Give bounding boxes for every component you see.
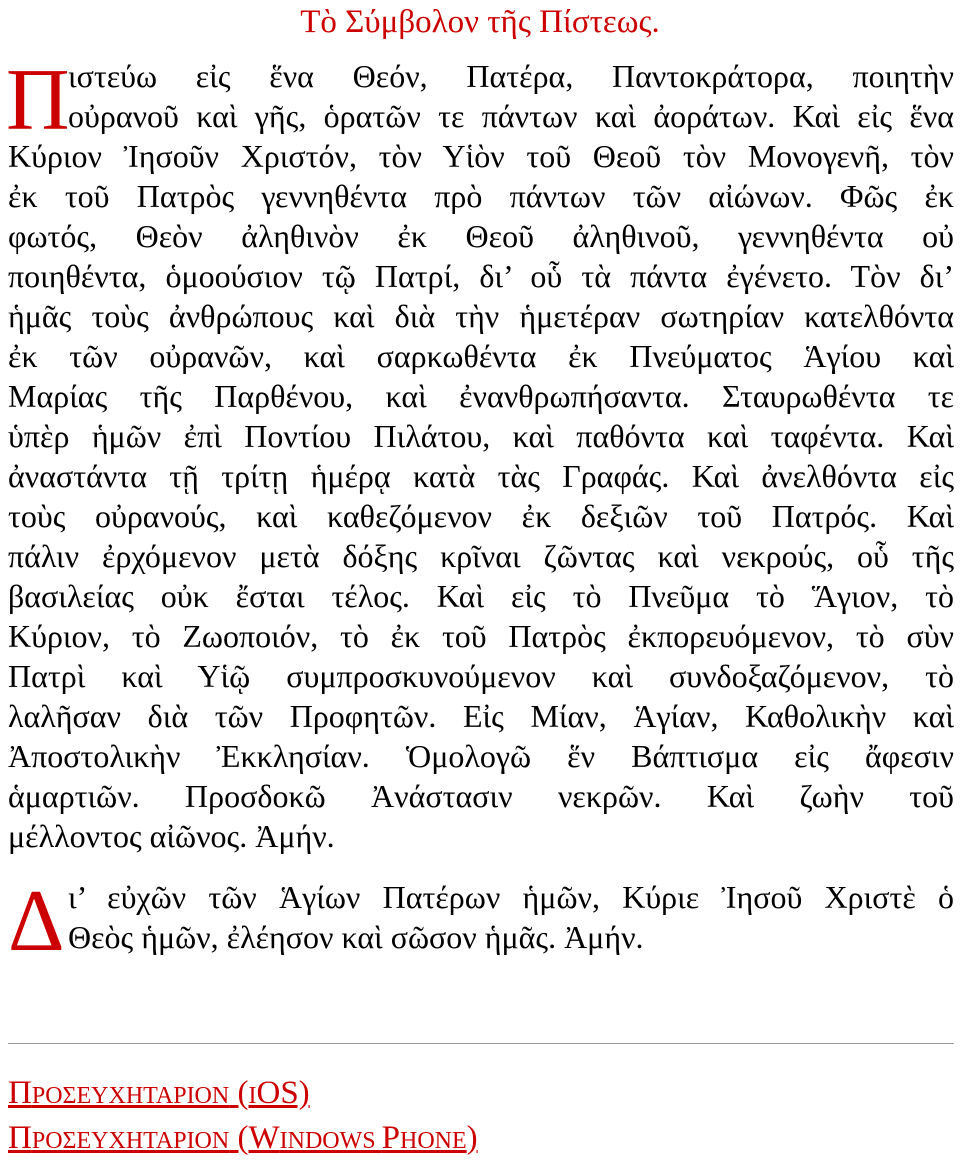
- link-text: I: [248, 1083, 257, 1109]
- link-text: ΡΟΣΕΥΧΗΤΑΡΙΟΝ: [31, 1128, 230, 1154]
- creed-line: Πατρὶ καὶ Υἱῷ συμπροσκυνούμενον καὶ συνδοξαζόμενον, τὸ: [8, 658, 954, 694]
- creed-line: Μαρίας τῆς Παρθένου, καὶ ἐνανθρωπήσαντα. Σταυρωθέντα τε: [8, 378, 954, 414]
- prayer-paragraph: [8, 877, 954, 957]
- creed-line: ἐκ τῶν οὐρανῶν, καὶ σαρκωθέντα ἐκ Πνεύματος Ἁγίου καὶ: [8, 338, 954, 374]
- creed-line: ἁμαρτιῶν. Προσδοκῶ Ἀνάστασιν νεκρῶν. Καὶ ζωὴν τοῦ: [8, 778, 954, 814]
- creed-line: βασιλείας οὐκ ἔσται τέλος. Καὶ εἰς τὸ Πνεῦμα τὸ Ἅγιον, τὸ: [8, 578, 954, 614]
- creed-drop-cap: Π: [6, 52, 70, 149]
- creed-line: ιστεύω εἰς ἕνα Θεόν, Πατέρα, Παντοκράτορα, ποιητὴν: [68, 58, 954, 94]
- link-text: W: [248, 1120, 280, 1156]
- link-text: OS): [256, 1075, 310, 1111]
- creed-line: ἡμᾶς τοὺς ἀνθρώπους καὶ διὰ τὴν ἡμετέραν σωτηρίαν κατελθόντα: [8, 298, 954, 334]
- creed-line: Κύριον, τὸ Ζωοποιόν, τὸ ἐκ τοῦ Πατρὸς ἐκπορευόμενον, τὸ σὺν: [8, 618, 954, 654]
- prayer-drop-cap: Δ: [8, 873, 65, 970]
- creed-line: Ἀποστολικὴν Ἐκκλησίαν. Ὁμολογῶ ἕν Βάπτισμα εἰς ἄφεσιν: [8, 738, 954, 774]
- creed-paragraph: [6, 52, 954, 856]
- page-title: Τὸ Σύμβολον τῆς Πίστεως.: [300, 4, 660, 40]
- creed-line: ὑπὲρ ἡμῶν ἐπὶ Ποντίου Πιλάτου, καὶ παθόντα καὶ ταφέντα. Καὶ: [8, 418, 954, 454]
- creed-line: οὐρανοῦ καὶ γῆς, ὁρατῶν τε πάντων καὶ ἀοράτων. Καὶ εἰς ἕνα: [68, 98, 954, 134]
- creed-line: μέλλοντος αἰῶνος. Ἀμήν.: [8, 818, 335, 854]
- prayer-line: ι’ εὐχῶν τῶν Ἁγίων Πατέρων ἡμῶν, Κύριε Ἰησοῦ Χριστὲ ὁ: [68, 879, 954, 915]
- creed-line: Κύριον Ἰησοῦν Χριστόν, τὸν Υἱὸν τοῦ Θεοῦ τὸν Μονογενῆ, τὸν: [8, 138, 954, 174]
- creed-line: ἀναστάντα τῇ τρίτῃ ἡμέρᾳ κατὰ τὰς Γραφάς. Καὶ ἀνελθόντα εἰς: [8, 458, 954, 494]
- link-text: P: [381, 1120, 400, 1156]
- link-text: (: [229, 1075, 249, 1111]
- creed-line: ἐκ τοῦ Πατρὸς γεννηθέντα πρὸ πάντων τῶν αἰώνων. Φῶς ἐκ: [8, 178, 954, 214]
- link-text: INDOWS: [279, 1128, 382, 1154]
- link-text: HONE: [400, 1128, 467, 1154]
- link-text: ΡΟΣΕΥΧΗΤΑΡΙΟΝ: [31, 1083, 230, 1109]
- creed-line: λαλῆσαν διὰ τῶν Προφητῶν. Εἰς Μίαν, Ἁγίαν, Καθολικὴν καὶ: [8, 698, 954, 734]
- link-text: Π: [8, 1075, 32, 1111]
- prayer-line: Θεὸς ἡμῶν, ἐλέησον καὶ σῶσον ἡμᾶς. Ἀμήν.: [68, 919, 644, 955]
- link-text: ): [466, 1120, 478, 1156]
- link-text: (: [229, 1120, 249, 1156]
- link-prayer-book-windows-phone[interactable]: [8, 1118, 478, 1161]
- creed-line: ποιηθέντα, ὁμοούσιον τῷ Πατρί, δι’ οὗ τὰ πάντα ἐγένετο. Τὸν δι’: [8, 258, 954, 294]
- divider: [8, 1043, 954, 1044]
- creed-line: πάλιν ἐρχόμενον μετὰ δόξης κρῖναι ζῶντας καὶ νεκρούς, οὗ τῆς: [8, 538, 954, 574]
- link-text: Π: [8, 1120, 32, 1156]
- link-prayer-book-ios[interactable]: [8, 1073, 310, 1116]
- creed-line: φωτός, Θεὸν ἀληθινὸν ἐκ Θεοῦ ἀληθινοῦ, γεννηθέντα οὐ: [8, 218, 954, 254]
- creed-line: τοὺς οὐρανούς, καὶ καθεζόμενον ἐκ δεξιῶν τοῦ Πατρός. Καὶ: [8, 498, 954, 534]
